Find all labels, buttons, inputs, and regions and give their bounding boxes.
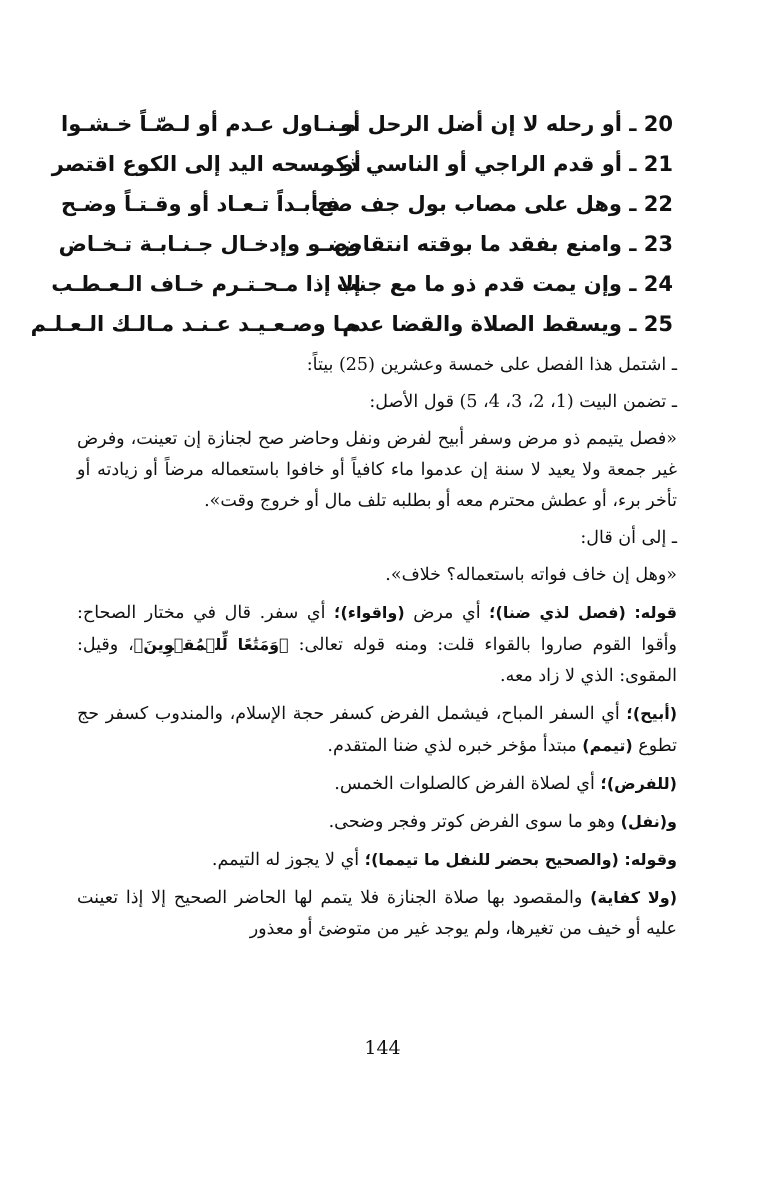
verse-first-hemistich (336, 264, 673, 304)
verse-second-hemistich: وضـو وإدخـال جـنـابـة تـخـاض (58, 232, 361, 256)
paragraph-text: وهو ما سوى الفرض كوتر وفجر وضحى. (328, 812, 621, 832)
paragraph-text: أي سفر. قال في مختار الصحاح: وأقوا القوم صاروا بالقواء قلت: ومنه قوله تعالى: (77, 603, 677, 655)
verse-second-hemistich: فـأبـداً تـعـاد أو وقـتـاً وضـح (61, 192, 340, 216)
verse-first-text: ـ وامنع بفقد ما بوقته انتقاض (334, 232, 637, 256)
verse-number: 22 (643, 192, 673, 216)
verse-row (30, 304, 673, 344)
verse-first-text: ـ وهل على مصاب بول جف صح (317, 192, 637, 216)
bold-term: و(نفل) (620, 812, 677, 831)
quoted-text: «وهل إن خاف فواته باستعماله؟ خلاف». (385, 565, 677, 585)
paragraph-text: والمقصود بها صلاة الجنازة فلا يتمم لها الحاضر الصحيح إلا إذا تعينت عليه أو خيف من تغيرها، ولم يوجد غير من متوضئ أو معذور (77, 888, 677, 939)
commentary-paragraph (77, 597, 677, 692)
commentary-paragraph (77, 768, 677, 800)
verse-first-text: ـ ويسقط الصلاة والقضا عدم (342, 312, 637, 336)
verse-first-text: ـ أو رحله لا إن أضل الرحل أو (340, 112, 637, 136)
paragraph-text: أي لصلاة الفرض كالصلوات الخمس. (334, 774, 601, 794)
bold-term: (واقواء)؛ (334, 603, 405, 622)
verse-second-hemistich: أو مسحه اليد إلى الكوع اقتصر (51, 152, 361, 176)
verse-number: 25 (643, 312, 673, 336)
verse-number: 21 (643, 152, 673, 176)
page-number: 144 (364, 1037, 401, 1059)
verse-first-hemistich (317, 184, 673, 224)
verse-first-text: ـ وإن يمت قدم ذو ما مع جنب (336, 272, 637, 296)
verse-row (61, 184, 673, 224)
bold-term: (للفرض)؛ (600, 774, 677, 793)
verse-row (58, 224, 673, 264)
commentary-paragraph (77, 698, 677, 762)
paragraph-text: أي السفر المباح، فيشمل الفرض كسفر حجة الإسلام، والمندوب كسفر حج تطوع (77, 704, 677, 756)
verse-first-hemistich (340, 104, 673, 144)
bold-term: (ولا كفاية) (590, 888, 678, 907)
bold-term: (أبيح)؛ (626, 704, 677, 723)
paragraph-text: ، وقيل: المقوى: الذي لا زاد معه. (77, 635, 677, 686)
commentary-paragraph (77, 806, 677, 838)
verse-first-hemistich (322, 144, 673, 184)
paragraph-text: أي مرض (404, 603, 490, 623)
verse-row (61, 104, 673, 144)
note-line: ـ اشتمل هذا الفصل على خمسة وعشرين (25) بيتاً: (306, 355, 677, 375)
verse-second-hemistich: مـا وصـعـيـد عـنـد مـالـك الـعـلـم (30, 312, 361, 336)
commentary-paragraph (77, 882, 677, 945)
verse-number: 23 (643, 232, 673, 256)
verse-second-hemistich: مـنـاول عـدم أو لـصّـاً خـشـوا (61, 112, 357, 136)
quran-quote: ﴿وَمَتَٰعًا لِّلۡمُقۡوِينَ﴾ (133, 635, 289, 654)
verse-first-hemistich (334, 224, 673, 264)
note-line: ـ إلى أن قال: (580, 528, 677, 548)
verse-row (51, 144, 673, 184)
poem-verses (30, 104, 673, 344)
verse-first-text: ـ أو قدم الراجي أو الناسي ذكر (322, 152, 637, 176)
verse-row (51, 264, 673, 304)
note-line: ـ تضمن البيت (1، 2، 3، 4، 5) قول الأصل: (369, 392, 677, 412)
verse-number: 20 (643, 112, 673, 136)
commentary-text (77, 350, 677, 951)
verse-number: 24 (643, 272, 673, 296)
bold-term: (تيمم) (582, 736, 633, 755)
paragraph-text: أي لا يجوز له التيمم. (211, 850, 365, 870)
commentary-paragraph (77, 844, 677, 876)
verse-first-hemistich (342, 304, 673, 344)
bold-term: قوله: (فصل لذي ضنا)؛ (489, 603, 677, 622)
paragraph-text: مبتدأ مؤخر خبره لذي ضنا المتقدم. (327, 736, 583, 756)
verse-second-hemistich: إلا إذا مـحـتـرم خـاف الـعـطـب (51, 272, 361, 296)
quoted-text: «فصل يتيمم ذو مرض وسفر أبيح لفرض ونفل وحاضر صح لجنازة إن تعينت، وفرض غير جمعة ولا يعيد لا سنة إن عدموا ماء كافياً أو خافوا باستعماله مرضاً أو زيادته أو تأخر برء، أو عطش محترم معه أو بطلبه تلف مال أو خروج وقت». (77, 429, 677, 511)
bold-term: وقوله: (والصحيح بحضر للنفل ما تيمما)؛ (364, 850, 677, 869)
